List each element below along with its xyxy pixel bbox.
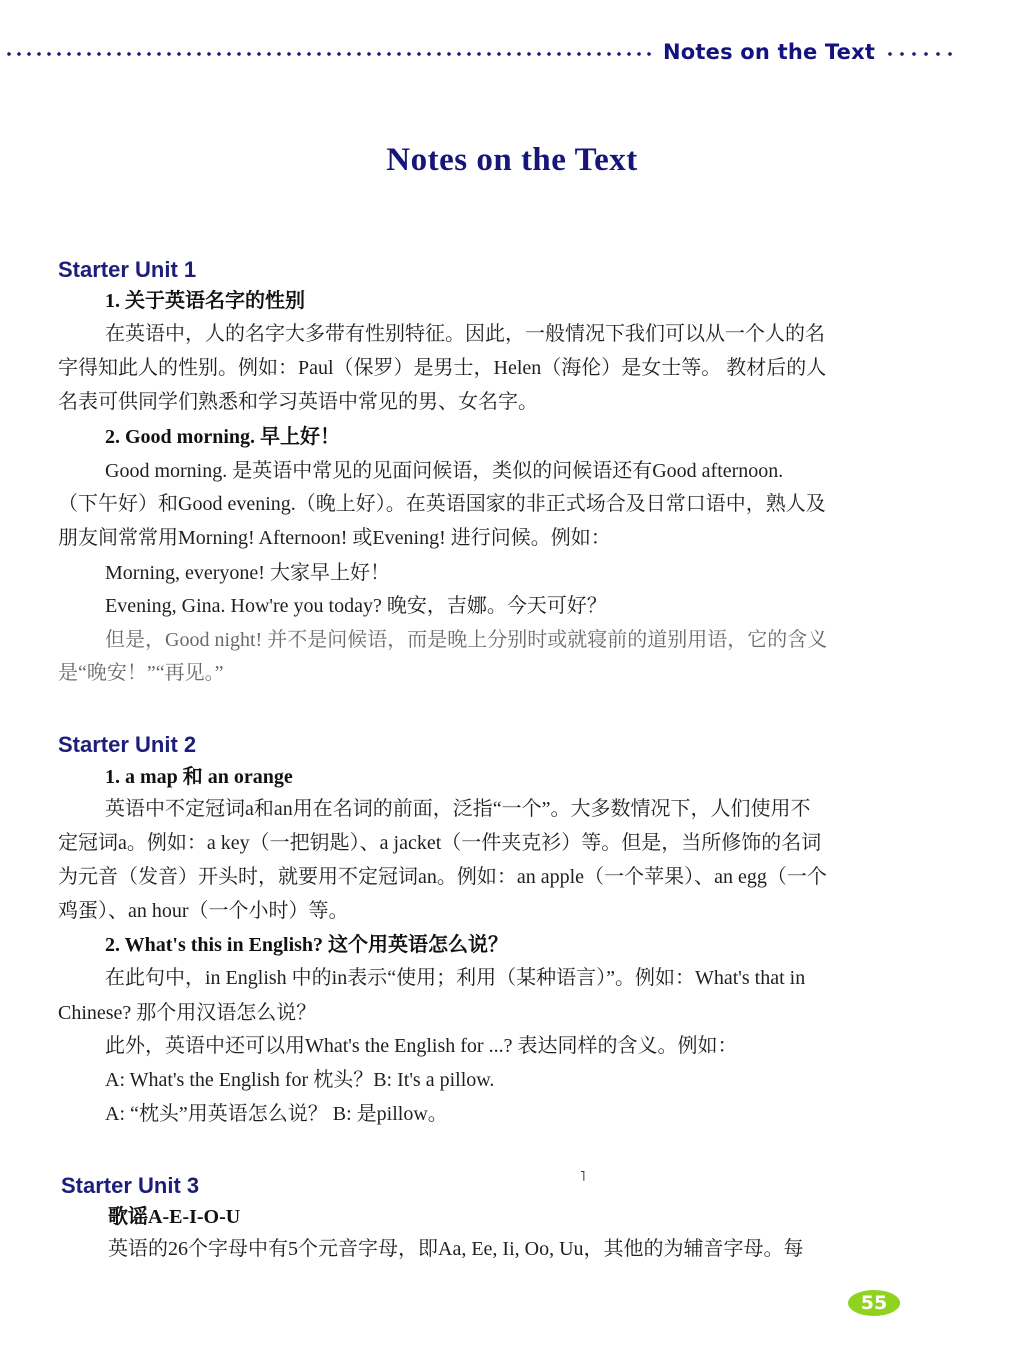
subheading: 1. 关于英语名字的性别	[105, 290, 305, 312]
paragraph-line: 是“晚安！”“再见。”	[58, 662, 224, 684]
paragraph-line: Chinese? 那个用汉语怎么说？	[58, 1002, 317, 1024]
section-heading-unit-2: Starter Unit 2	[58, 732, 197, 757]
stray-mark: ˥	[580, 1170, 586, 1185]
subheading: 2. Good morning. 早上好！	[105, 426, 341, 448]
paragraph-line: 为元音（发音）开头时，就要用不定冠词an。例如：an apple（一个苹果）、an egg（一个	[58, 866, 827, 888]
section-heading-unit-1: Starter Unit 1	[58, 257, 197, 282]
subheading: 歌谣A-E-I-O-U	[108, 1206, 241, 1228]
paragraph-line: 但是，Good night! 并不是问候语，而是晚上分别时或就寝前的道别用语，它的含义	[105, 629, 828, 651]
example-line: A: What's the English for 枕头？B: It's a pillow.	[105, 1069, 495, 1091]
paragraph-line: （下午好）和Good evening.（晚上好）。在英语国家的非正式场合及日常口语中，熟人及	[58, 493, 826, 515]
paragraph-line: 此外，英语中还可以用What's the English for ...? 表达同样的含义。例如：	[105, 1035, 738, 1057]
subheading: 1. a map 和 an orange	[105, 766, 293, 788]
dotted-leader-left	[4, 51, 656, 57]
example-line: Morning, everyone! 大家早上好！	[105, 562, 390, 584]
paragraph-line: Good morning. 是英语中常见的见面问候语，类似的问候语还有Good afternoon.	[105, 460, 784, 482]
paragraph-line: 定冠词a。例如：a key（一把钥匙）、a jacket（一件夹克衫）等。但是，当所修饰的名词	[58, 832, 822, 854]
subheading: 2. What's this in English? 这个用英语怎么说？	[105, 934, 509, 956]
paragraph-line: 字得知此人的性别。例如：Paul（保罗）是男士，Helen（海伦）是女士等。 教材后的人	[58, 357, 827, 379]
page-number-badge: 55	[848, 1290, 900, 1316]
paragraph-line: 在英语中，人的名字大多带有性别特征。因此，一般情况下我们可以从一个人的名	[105, 323, 825, 345]
paragraph-line: 鸡蛋）、an hour（一个小时）等。	[58, 900, 349, 922]
running-header-title: Notes on the Text	[663, 40, 876, 64]
paragraph-line: 在此句中，in English 中的in表示“使用；利用（某种语言）”。例如：What's that in	[105, 967, 806, 989]
example-line: A: “枕头”用英语怎么说？ B: 是pillow。	[105, 1103, 448, 1125]
section-heading-unit-3: Starter Unit 3	[61, 1173, 200, 1198]
dotted-leader-right	[884, 51, 960, 57]
paragraph-line: 名表可供同学们熟悉和学习英语中常见的男、女名字。	[58, 391, 538, 413]
paragraph-line: 英语的26个字母中有5个元音字母，即Aa, Ee, Ii, Oo, Uu，其他的为辅音字母。每	[108, 1238, 804, 1260]
page-title: Notes on the Text	[386, 142, 638, 178]
running-header	[0, 40, 1024, 70]
example-line: Evening, Gina. How're you today? 晚安，吉娜。今天可好？	[105, 595, 607, 617]
paragraph-line: 朋友间常常用Morning! Afternoon! 或Evening! 进行问候。例如：	[58, 527, 611, 549]
paragraph-line: 英语中不定冠词a和an用在名词的前面，泛指“一个”。大多数情况下，人们使用不	[105, 798, 811, 820]
